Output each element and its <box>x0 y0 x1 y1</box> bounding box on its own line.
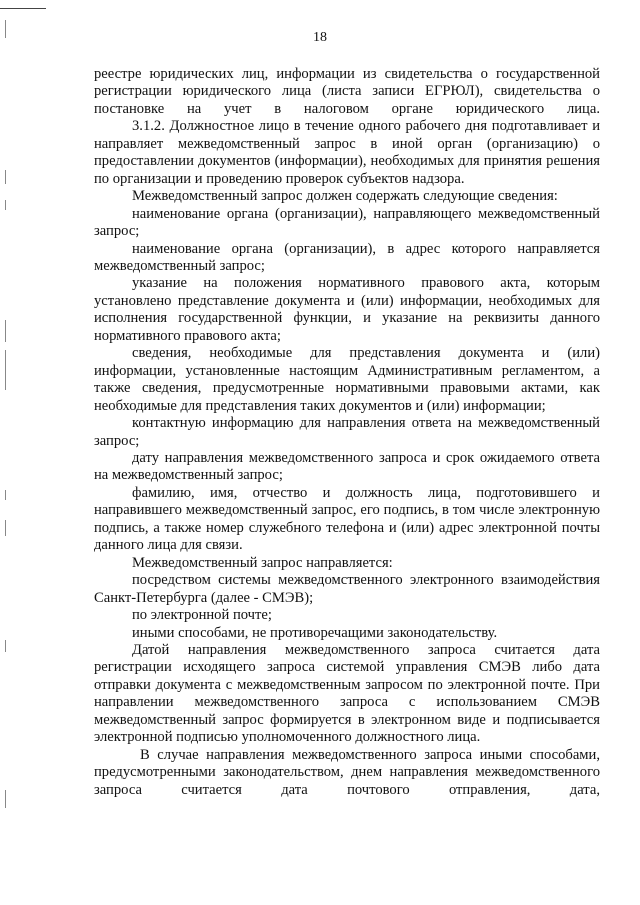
paragraph: фамилию, имя, отчество и должность лица, подготовившего и направившего межведомственный запрос, его подпись, в том числе электронную подпись, а также номер служебного телефона и (или) адрес электронной почты данного лица для связи. <box>94 484 600 554</box>
paragraph: наименование органа (организации), в адрес которого направляется межведомственный запрос; <box>94 240 600 274</box>
binding-margin-marks <box>3 20 11 890</box>
paragraph: посредством системы межведомственного электронного взаимодействия Санкт-Петербурга (далее - СМЭВ); <box>94 572 600 606</box>
paragraph: указание на положения нормативного правового акта, которым установлено представление документа и (или) информации, необходимых для исполнения государственной функции, и указание на реквизиты данного нормативного правового акта; <box>94 275 600 344</box>
scan-edge-line <box>0 8 46 9</box>
document-body <box>94 66 600 799</box>
paragraph: иными способами, не противоречащими законодательству. <box>132 624 498 641</box>
paragraph: В случае направления межведомственного запроса иными способами, предусмотренными законодательством, днем направления межведомственного запроса считается дата почтового отправления, дата, <box>94 746 600 798</box>
paragraph: наименование органа (организации), направляющего межведомственный запрос; <box>94 205 600 240</box>
page-number: 18 <box>313 30 327 45</box>
paragraph: сведения, необходимые для представления документа и (или) информации, установленные настоящим Административным регламентом, а также сведения, предусмотренные нормативными правовыми актами, как необходимые для представления таких документов и (или) информации; <box>94 345 600 414</box>
paragraph: дату направления межведомственного запроса и срок ожидаемого ответа на межведомственный запрос; <box>94 449 600 484</box>
paragraph: контактную информацию для направления ответа на межведомственный запрос; <box>94 415 600 449</box>
paragraph: 3.1.2. Должностное лицо в течение одного рабочего дня подготавливает и направляет межведомственный запрос в иной орган (организацию) о предоставлении документов (информации), необходимых для принятия решения по организации и проведению проверок субъектов надзора. <box>94 118 600 187</box>
paragraph: реестре юридических лиц, информации из свидетельства о государственной регистрации юридического лица (листа записи ЕГРЮЛ), свидетельства о постановке на учет в налоговом органе юридического лица. <box>94 66 600 117</box>
paragraph: Датой направления межведомственного запроса считается дата регистрации исходящего запроса системой управления СМЭВ либо дата отправки документа с межведомственным запросом по электронной почте. При направлении межведомственного запроса с использованием СМЭВ межведомственный запрос формируется в электронном виде и подписывается электронной подписью уполномоченного должностного лица. <box>94 641 600 746</box>
paragraph: Межведомственный запрос направляется: <box>132 554 393 571</box>
paragraph: Межведомственный запрос должен содержать следующие сведения: <box>132 188 558 205</box>
paragraph: по электронной почте; <box>132 607 272 624</box>
